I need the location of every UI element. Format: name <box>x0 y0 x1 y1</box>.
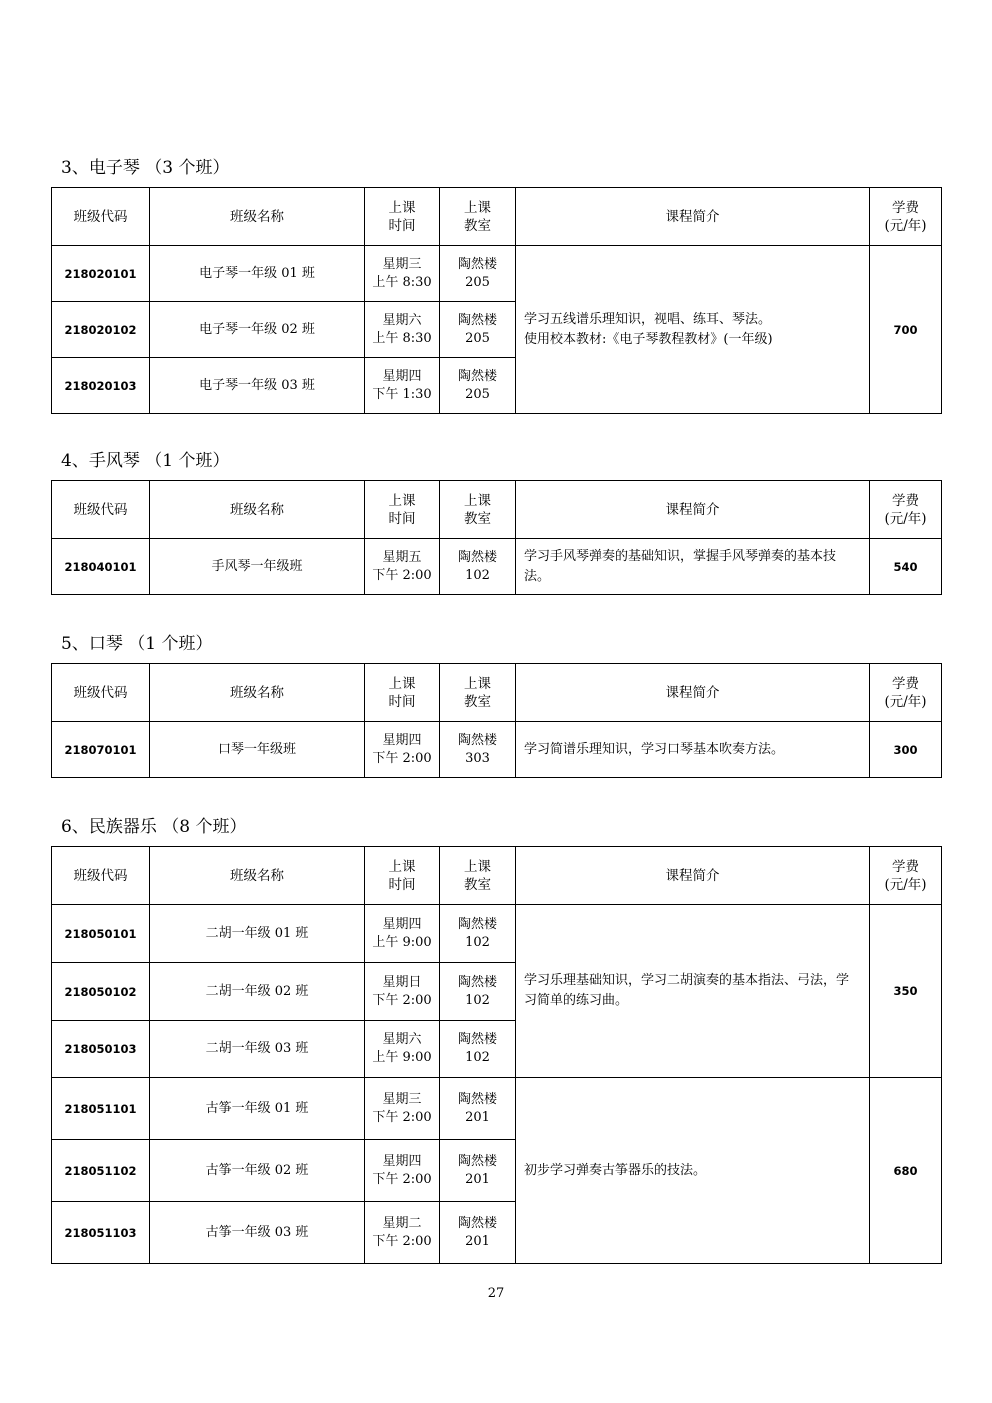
class-table <box>51 480 942 595</box>
page-number: 27 <box>487 1286 505 1301</box>
class-name: 二胡一年级 03 班 <box>150 1021 365 1078</box>
section-title: 4、手风琴 （1 个班） <box>61 451 230 471</box>
class-code: 218020103 <box>52 358 150 414</box>
section-title: 3、电子琴 （3 个班） <box>61 158 230 178</box>
class-time: 星期四 上午 9:00 <box>365 905 440 963</box>
class-name: 古筝一年级 01 班 <box>150 1078 365 1140</box>
tuition-fee: 300 <box>870 722 942 778</box>
header-room: 上课 教室 <box>440 481 516 539</box>
tuition-fee: 350 <box>870 905 942 1078</box>
class-room: 陶然楼 102 <box>440 905 516 963</box>
class-name: 电子琴一年级 02 班 <box>150 302 365 358</box>
header-name: 班级名称 <box>150 847 365 905</box>
course-description: 学习乐理基础知识，学习二胡演奏的基本指法、弓法，学习简单的练习曲。 <box>516 905 870 1078</box>
class-time: 星期三 下午 2:00 <box>365 1078 440 1140</box>
header-fee: 学费 (元/年) <box>870 481 942 539</box>
header-desc: 课程简介 <box>516 188 870 246</box>
class-code: 218020101 <box>52 246 150 302</box>
header-room: 上课 教室 <box>440 664 516 722</box>
header-room: 上课 教室 <box>440 847 516 905</box>
class-room: 陶然楼 201 <box>440 1202 516 1264</box>
class-name: 二胡一年级 02 班 <box>150 963 365 1021</box>
class-name: 二胡一年级 01 班 <box>150 905 365 963</box>
class-time: 星期四 下午 1:30 <box>365 358 440 414</box>
class-code: 218020102 <box>52 302 150 358</box>
class-room: 陶然楼 102 <box>440 539 516 595</box>
class-table <box>51 187 942 414</box>
class-code: 218070101 <box>52 722 150 778</box>
table-header-row <box>52 481 942 539</box>
table-header-row <box>52 188 942 246</box>
table-row <box>52 905 942 963</box>
class-table <box>51 846 942 1264</box>
section-table-wrap <box>51 663 941 778</box>
section-title: 5、口琴 （1 个班） <box>61 634 213 654</box>
class-code: 218051101 <box>52 1078 150 1140</box>
header-desc: 课程简介 <box>516 847 870 905</box>
section-table-wrap <box>51 480 941 595</box>
class-room: 陶然楼 205 <box>440 358 516 414</box>
course-description: 学习五线谱乐理知识，视唱、练耳、琴法。 使用校本教材:《电子琴教程教材》(一年级) <box>516 246 870 414</box>
header-code: 班级代码 <box>52 188 150 246</box>
header-time: 上课 时间 <box>365 481 440 539</box>
table-row <box>52 722 942 778</box>
class-name: 电子琴一年级 01 班 <box>150 246 365 302</box>
table-row <box>52 1078 942 1140</box>
header-fee: 学费 (元/年) <box>870 664 942 722</box>
header-desc: 课程简介 <box>516 664 870 722</box>
class-room: 陶然楼 205 <box>440 246 516 302</box>
header-name: 班级名称 <box>150 664 365 722</box>
tuition-fee: 540 <box>870 539 942 595</box>
class-room: 陶然楼 205 <box>440 302 516 358</box>
class-name: 古筝一年级 03 班 <box>150 1202 365 1264</box>
class-name: 口琴一年级班 <box>150 722 365 778</box>
class-table <box>51 663 942 778</box>
class-time: 星期五 下午 2:00 <box>365 539 440 595</box>
section-title: 6、民族器乐 （8 个班） <box>61 817 247 837</box>
header-fee: 学费 (元/年) <box>870 188 942 246</box>
class-name: 手风琴一年级班 <box>150 539 365 595</box>
class-code: 218051102 <box>52 1140 150 1202</box>
class-room: 陶然楼 201 <box>440 1078 516 1140</box>
header-code: 班级代码 <box>52 481 150 539</box>
header-desc: 课程简介 <box>516 481 870 539</box>
header-time: 上课 时间 <box>365 188 440 246</box>
class-room: 陶然楼 102 <box>440 963 516 1021</box>
class-time: 星期四 下午 2:00 <box>365 1140 440 1202</box>
table-row <box>52 539 942 595</box>
class-time: 星期四 下午 2:00 <box>365 722 440 778</box>
header-time: 上课 时间 <box>365 847 440 905</box>
class-room: 陶然楼 303 <box>440 722 516 778</box>
header-code: 班级代码 <box>52 847 150 905</box>
table-header-row <box>52 664 942 722</box>
header-code: 班级代码 <box>52 664 150 722</box>
class-name: 古筝一年级 02 班 <box>150 1140 365 1202</box>
table-header-row <box>52 847 942 905</box>
class-time: 星期六 上午 8:30 <box>365 302 440 358</box>
class-code: 218050101 <box>52 905 150 963</box>
header-fee: 学费 (元/年) <box>870 847 942 905</box>
course-description: 学习简谱乐理知识，学习口琴基本吹奏方法。 <box>516 722 870 778</box>
header-time: 上课 时间 <box>365 664 440 722</box>
section-table-wrap <box>51 187 941 414</box>
class-time: 星期日 下午 2:00 <box>365 963 440 1021</box>
class-code: 218050103 <box>52 1021 150 1078</box>
header-name: 班级名称 <box>150 481 365 539</box>
table-row <box>52 246 942 302</box>
class-name: 电子琴一年级 03 班 <box>150 358 365 414</box>
class-room: 陶然楼 102 <box>440 1021 516 1078</box>
class-code: 218040101 <box>52 539 150 595</box>
header-room: 上课 教室 <box>440 188 516 246</box>
header-name: 班级名称 <box>150 188 365 246</box>
class-time: 星期二 下午 2:00 <box>365 1202 440 1264</box>
tuition-fee: 700 <box>870 246 942 414</box>
course-description: 初步学习弹奏古筝器乐的技法。 <box>516 1078 870 1264</box>
tuition-fee: 680 <box>870 1078 942 1264</box>
class-time: 星期六 上午 9:00 <box>365 1021 440 1078</box>
class-room: 陶然楼 201 <box>440 1140 516 1202</box>
class-time: 星期三 上午 8:30 <box>365 246 440 302</box>
section-table-wrap <box>51 846 941 1264</box>
class-code: 218050102 <box>52 963 150 1021</box>
class-code: 218051103 <box>52 1202 150 1264</box>
course-description: 学习手风琴弹奏的基础知识，掌握手风琴弹奏的基本技法。 <box>516 539 870 595</box>
